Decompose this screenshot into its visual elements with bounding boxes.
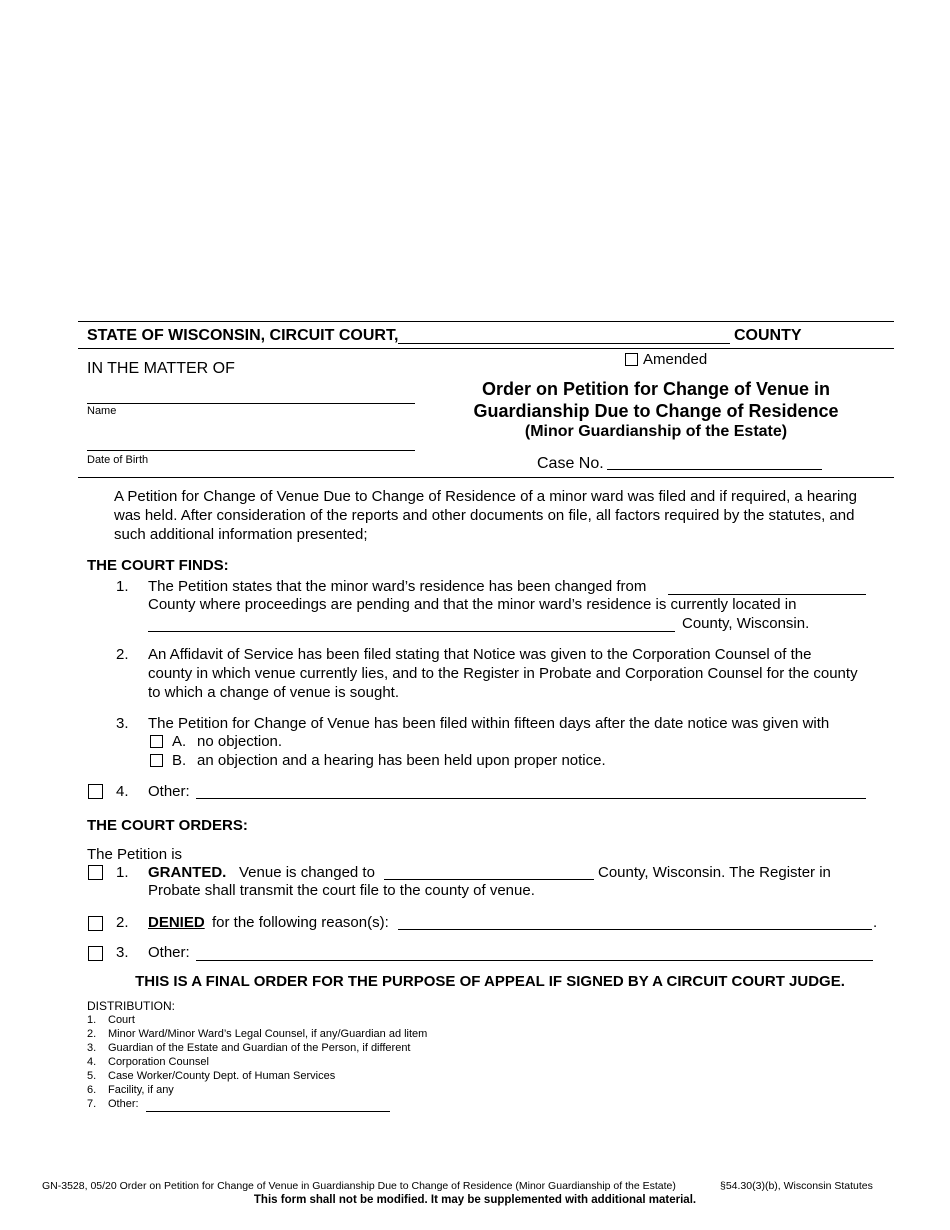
distribution-item-num: 4.: [87, 1056, 97, 1068]
finding-1-line1: The Petition states that the minor ward’s residence has been changed from: [148, 578, 647, 595]
form-title-line2: Guardianship Due to Change of Residence: [473, 401, 839, 421]
modification-notice: This form shall not be modified. It may be supplemented with additional material.: [253, 1194, 697, 1206]
finding-3-line1: The Petition for Change of Venue has been filed within fifteen days after the date notice was given with: [148, 715, 830, 732]
distribution-item: Facility, if any: [108, 1084, 174, 1096]
form-title-line1: Order on Petition for Change of Venue in: [481, 379, 831, 399]
distribution-item-num: 7.: [87, 1098, 97, 1110]
order-1-text2: County, Wisconsin. The Register in: [598, 864, 831, 881]
option-a-letter: A.: [172, 733, 187, 750]
intro-line1: A Petition for Change of Venue Due to Change of Residence of a minor ward was filed and if required, a hearing: [114, 488, 857, 505]
order-1-text1: Venue is changed to: [239, 864, 375, 881]
court-finds-heading: THE COURT FINDS:: [87, 557, 229, 574]
distribution-item-num: 3.: [87, 1042, 97, 1054]
case-no-label: Case No.: [537, 455, 604, 472]
distribution-item: Court: [108, 1014, 135, 1026]
distribution-other-field[interactable]: [146, 1111, 390, 1112]
denied-checkbox[interactable]: [88, 916, 103, 931]
granted-label: GRANTED.: [148, 864, 227, 881]
statute-footer: §54.30(3)(b), Wisconsin Statutes: [720, 1180, 873, 1192]
order-1-number: 1.: [116, 864, 129, 881]
county-name-field[interactable]: [398, 343, 730, 344]
distribution-item: Case Worker/County Dept. of Human Services: [108, 1070, 336, 1082]
finding-2-line3: to which a change of venue is sought.: [148, 684, 400, 701]
finding-4-checkbox[interactable]: [88, 784, 103, 799]
form-id-footer: GN-3528, 05/20 Order on Petition for Change of Venue in Guardianship Due to Change of Residence (Minor Guardianship of the Estate): [42, 1180, 676, 1192]
header-top-rule: [78, 321, 894, 322]
header-rule-2: [78, 348, 894, 349]
distribution-item: Corporation Counsel: [108, 1056, 209, 1068]
finding-1-line3: County, Wisconsin.: [682, 615, 810, 632]
header-bottom-rule: [78, 477, 894, 478]
current-county-field[interactable]: [148, 631, 675, 632]
finding-3-number: 3.: [116, 715, 129, 732]
state-court-label: STATE OF WISCONSIN, CIRCUIT COURT,: [87, 327, 399, 344]
former-county-field[interactable]: [668, 594, 866, 595]
finding-2-number: 2.: [116, 646, 129, 663]
no-objection-checkbox[interactable]: [150, 735, 163, 748]
intro-line2: was held. After consideration of the reports and other documents on file, all factors required by the statutes, and: [114, 507, 855, 524]
name-field[interactable]: [87, 403, 415, 404]
option-a-text: no objection.: [197, 733, 283, 750]
distribution-item-num: 6.: [87, 1084, 97, 1096]
denied-label: DENIED: [148, 914, 205, 931]
finding-4-other-label: Other:: [148, 783, 190, 800]
finding-1-line2: County where proceedings are pending and that the minor ward’s residence is currently located in: [148, 596, 797, 613]
option-b-text: an objection and a hearing has been held upon proper notice.: [197, 752, 606, 769]
in-the-matter-of: IN THE MATTER OF: [87, 360, 235, 377]
county-label: COUNTY: [734, 327, 802, 344]
amended-checkbox[interactable]: [625, 353, 638, 366]
finding-2-line2: county in which venue currently lies, and to the Register in Probate and Corporation Counsel for the county: [148, 665, 858, 682]
distribution-item: Guardian of the Estate and Guardian of the Person, if different: [108, 1042, 411, 1054]
distribution-item-num: 1.: [87, 1014, 97, 1026]
dob-field[interactable]: [87, 450, 415, 451]
order-3-other-field[interactable]: [196, 960, 873, 961]
option-b-letter: B.: [172, 752, 187, 769]
denial-reason-field[interactable]: [398, 929, 872, 930]
finding-4-other-field[interactable]: [196, 798, 866, 799]
distribution-item: Other:: [108, 1098, 139, 1110]
order-2-text: for the following reason(s):: [212, 914, 389, 931]
order-3-other-label: Other:: [148, 944, 190, 961]
intro-line3: such additional information presented;: [114, 526, 368, 543]
name-label: Name: [87, 405, 117, 417]
dob-label: Date of Birth: [87, 454, 149, 466]
final-order-notice: THIS IS A FINAL ORDER FOR THE PURPOSE OF APPEAL IF SIGNED BY A CIRCUIT COURT JUDGE.: [135, 973, 845, 990]
granted-checkbox[interactable]: [88, 865, 103, 880]
order-1-line2: Probate shall transmit the court file to the county of venue.: [148, 882, 535, 899]
finding-2-line1: An Affidavit of Service has been filed stating that Notice was given to the Corporation Counsel of the: [148, 646, 812, 663]
petition-is-label: The Petition is: [87, 846, 183, 863]
objection-hearing-checkbox[interactable]: [150, 754, 163, 767]
order-3-number: 3.: [116, 944, 129, 961]
amended-label: Amended: [643, 351, 708, 368]
case-no-field[interactable]: [607, 469, 822, 470]
order-3-checkbox[interactable]: [88, 946, 103, 961]
court-orders-heading: THE COURT ORDERS:: [87, 817, 248, 834]
order-2-number: 2.: [116, 914, 129, 931]
distribution-item-num: 2.: [87, 1028, 97, 1040]
finding-1-number: 1.: [116, 578, 129, 595]
order-2-period: .: [873, 914, 878, 931]
distribution-item: Minor Ward/Minor Ward’s Legal Counsel, if any/Guardian ad litem: [108, 1028, 428, 1040]
distribution-item-num: 5.: [87, 1070, 97, 1082]
finding-4-number: 4.: [116, 783, 129, 800]
distribution-heading: DISTRIBUTION:: [87, 999, 176, 1013]
form-subtitle: (Minor Guardianship of the Estate): [524, 423, 788, 440]
new-venue-county-field[interactable]: [384, 879, 594, 880]
